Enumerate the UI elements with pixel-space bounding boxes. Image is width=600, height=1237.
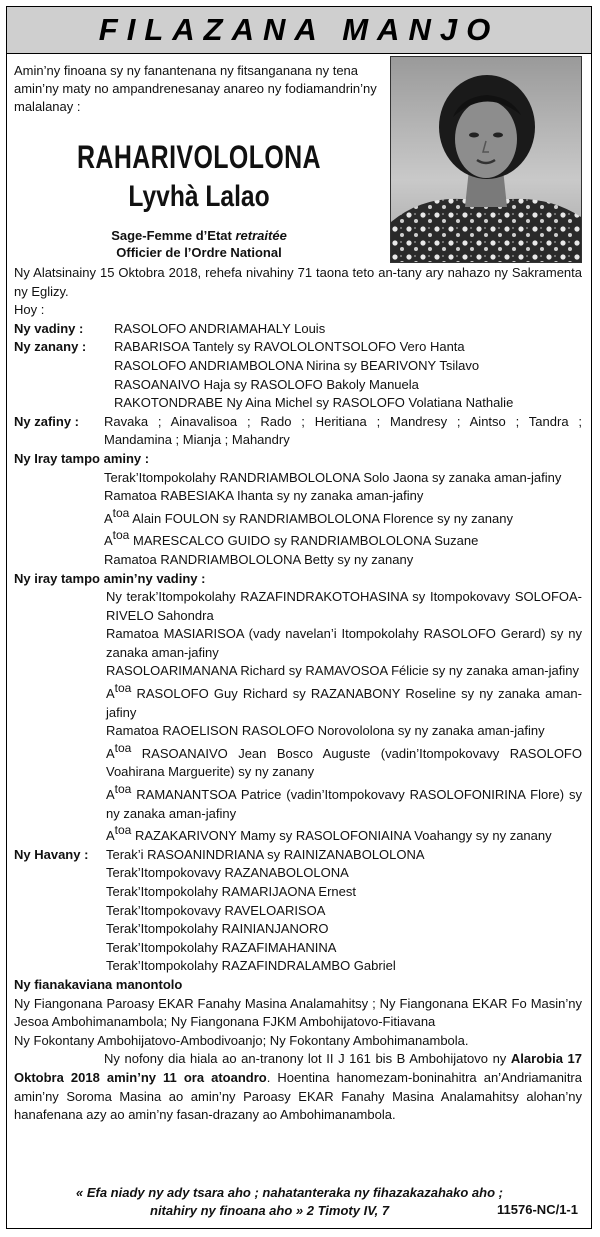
fianakaviana-fokontany: Ny Fokontany Ambohijatovo-Ambodivoanjo; Ny Fokontany Ambohimanambola. [14,1032,469,1048]
list-item: Terak’Itompokolahy RANDRIAMBOLOLONA Solo Jaona sy zanaka aman-jafiny [104,469,562,485]
list-item-text: Alain FOULON sy RANDRIAMBOLOLONA Florence sy ny zanany [132,510,513,526]
iray-tampo-aminy-label: Ny Iray tampo aminy : [14,450,150,466]
list-item [104,505,582,529]
intro-text: Amin’ny finoana sy ny fanantenana ny fitsanganana ny tena amin’ny maty no ampandrenesanay anareo ny fodiamandrin’ny malalanay : [14,63,377,114]
profession-status: retraitée [235,228,287,243]
zafiny-line: Mandamina ; Mianja ; Mahandry [104,432,290,448]
header-banner [7,7,591,54]
vadiny-name: RASOLOFO ANDRIAMAHALY Louis [114,320,326,336]
notice-body [14,264,582,1125]
zafiny-line: Ravaka ; Ainavalisoa ; Rado ; Heritiana ; Mandresy ; Aintso ; Tandra ; [104,413,582,429]
list-item [106,681,582,722]
list-item [106,782,582,823]
atoa-initial: A [106,787,115,803]
list-item-text: RASOLOFO Guy Richard sy RAZANABONY Roseline sy ny zanaka aman-jafiny [106,686,582,720]
list-item: RASOLOARIMANANA Richard sy RAMAVOSOA Félicie sy ny zanaka aman-jafiny [106,663,579,679]
list-item: Ny terak’Itompokolahy RAZAFINDRAKOTOHASINA sy Itompokovavy SOLOFOA-RIVELO Sahondra [106,589,582,623]
list-item: RASOANAIVO Haja sy RASOLOFO Bakoly Manuela [114,376,419,392]
deceased-profession [14,228,384,243]
list-item: Ramatoa RAOELISON RASOLOFO Norovololona sy ny zanaka aman-jafiny [106,723,545,739]
deceased-given-name: Lyvhà Lalao [128,180,270,213]
fianakaviana-churches: Ny Fiangonana Paroasy EKAR Fanahy Masina Analamahitsy ; Ny Fiangonana EKAR Fo Masin’ny Jesoa Ambohimanambola; Ny Fiangonana FJKM Ambohijatovo-Fitiavana [14,995,582,1030]
atoa-initial: A [104,510,113,526]
atoa-sup: toa [114,681,132,696]
list-item: RASOLOFO ANDRIAMBOLONA Nirina sy BEARIVONY Tsilavo [114,357,480,373]
atoa-sup: toa [114,782,132,797]
list-item: Terak’Itompokolahy RAINIANJANORO [106,921,329,937]
deceased-surname: RAHARIVOLOLONA [77,139,321,175]
havany-label: Ny Havany : [14,846,89,862]
announcement: Ny Alatsinainy 15 Oktobra 2018, rehefa nivahiny 71 taona teto an-tany ary nahazo ny Sakramenta ny Eglizy. [14,265,582,299]
deceased-honor: Officier de l’Ordre National [116,245,282,260]
profession-label: Sage-Femme d’Etat [111,228,232,243]
list-item: Ramatoa RABESIAKA Ihanta sy ny zanaka aman-jafiny [104,488,424,504]
funeral-text-rest: . Hoentina hanomezam-boninahitra an’Andriamanitra amin’ny Soroma Masina ao amin’ny Paroasy EKAR Fanahy Masina Analamahitsy alohan’ny hanafenana azy ao amin’ny fasan-drazany ao Ambohimanambola. [14,1069,582,1123]
zafiny-label: Ny zafiny : [14,413,80,429]
list-item [106,740,582,782]
iray-tampo-vadiny-list [14,588,582,846]
list-item: Ramatoa MASIARISOA (vady navelan’i Itompokolahy RASOLOFO Gerard) sy ny zanaka aman-jafiny [106,626,582,660]
quote-line: « Efa niady ny ady tsara aho ; nahatanteraka ny fihazakazahako aho ; [76,1185,503,1200]
atoa-sup: toa [112,528,130,543]
atoa-sup: toa [114,823,132,838]
list-item: Terak’Itompokovavy RAVELOARISOA [106,902,326,918]
fianakaviana-label: Ny fianakaviana manontolo [14,976,183,992]
quote-line: nitahiry ny finoana aho » 2 Timoty IV, 7 [150,1203,390,1218]
zanany-section [14,338,582,412]
iray-tampo-vadiny-label: Ny iray tampo amin’ny vadiny : [14,570,206,586]
funeral-details [14,1050,582,1124]
vadiny-section [14,320,582,339]
list-item-text: MARESCALCO GUIDO sy RANDRIAMBOLOLONA Suzane [132,533,479,549]
list-item: Terak’Itompokolahy RAZAFIMAHANINA [106,939,337,955]
vadiny-label: Ny vadiny : [14,320,84,336]
list-item: Terak’Itompokolahy RAZAFINDRALAMBO Gabriel [106,958,396,974]
atoa-initial: A [106,828,115,844]
list-item-text: RASOANAIVO Jean Bosco Auguste (vadin’Itompokovavy RASOLOFO Voahirana Marguerite) sy ny zanany [106,745,582,780]
list-item: Terak’i RASOANINDRIANA sy RAINIZANABOLOLONA [106,846,425,862]
list-item [106,823,582,846]
atoa-sup: toa [112,505,130,520]
list-item: Ramatoa RANDRIAMBOLOLONA Betty sy ny zanany [104,551,414,567]
atoa-sup: toa [114,740,132,755]
list-item: RABARISOA Tantely sy RAVOLOLONTSOLOFO Vero Hanta [114,339,465,355]
atoa-initial: A [106,745,115,761]
zanany-label: Ny zanany : [14,339,87,355]
atoa-initial: A [104,533,113,549]
hoy-label: Hoy : [14,302,45,318]
list-item: RAKOTONDRABE Ny Aina Michel sy RASOLOFO Volatiana Nathalie [114,395,514,411]
iray-tampo-aminy-list [14,469,582,570]
list-item: Terak’Itompokovavy RAZANABOLOLONA [106,865,349,881]
list-item-text: RAMANANTSOA Patrice (vadin’Itompokovavy RASOLOFONIRINA Flore) sy ny zanaka aman-jafiny [106,787,582,821]
reference-code: 11576-NC/1-1 [497,1202,578,1217]
header-title: FILAZANA MANJO [98,12,500,47]
atoa-initial: A [106,686,115,702]
list-item-text: RAZAKARIVONY Mamy sy RASOLOFONIAINA Voahangy sy ny zanany [134,828,552,844]
list-item [104,528,582,551]
funeral-text: Ny nofony dia hiala ao an-tranony lot II J 161 bis B Ambohijatovo ny [104,1051,507,1067]
portrait-photo [390,56,582,263]
havany-section [14,846,582,976]
funeral-date: Alarobia 17 Oktobra 2018 amin’ny 11 ora atoandro [14,1051,582,1085]
zafiny-section [14,413,582,450]
portrait-image [391,57,581,262]
list-item: Terak’Itompokolahy RAMARIJAONA Ernest [106,884,356,899]
